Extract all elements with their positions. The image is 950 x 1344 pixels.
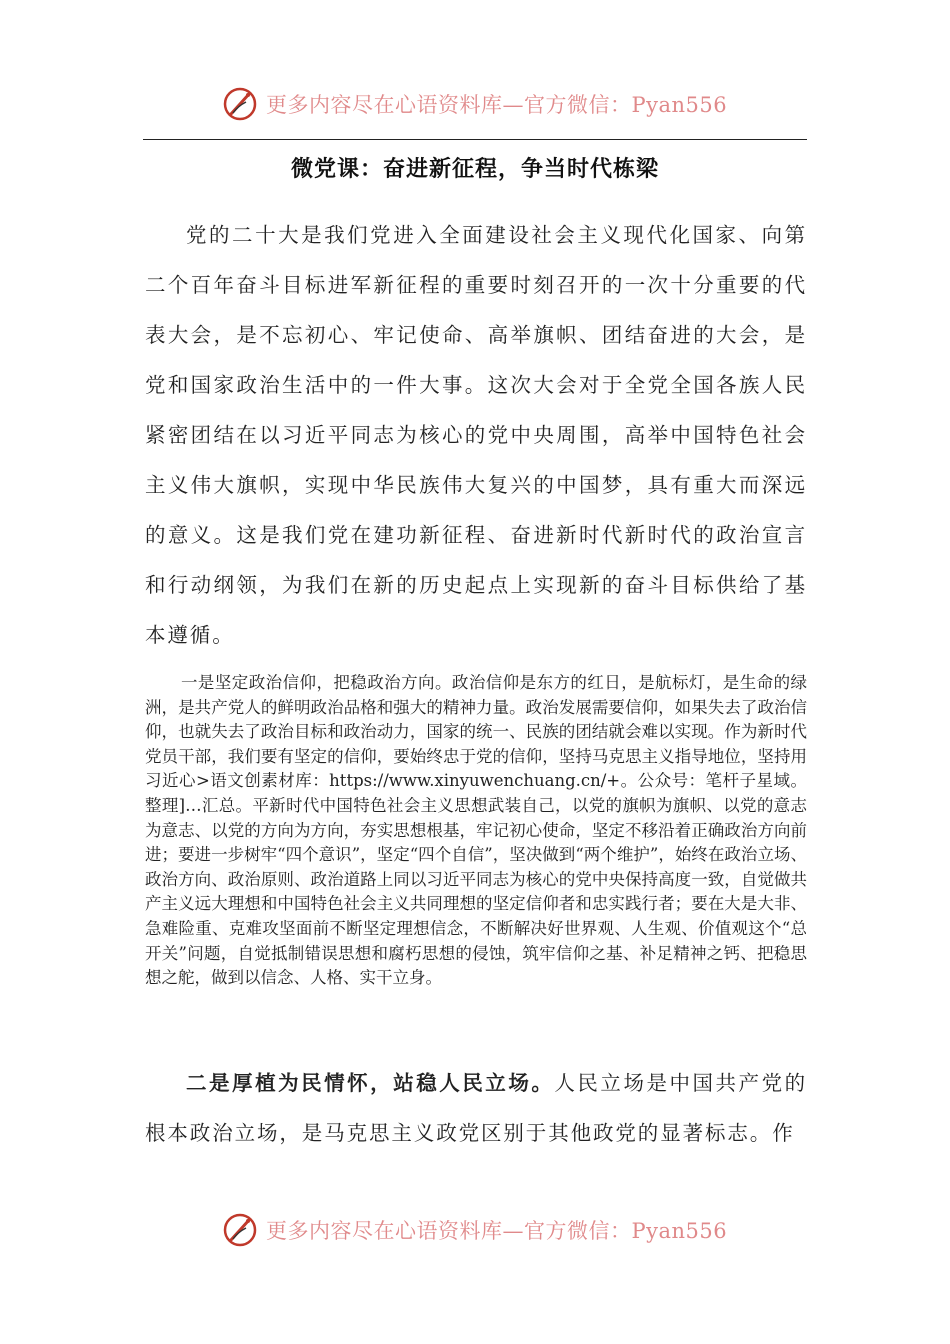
pen-circle-icon <box>222 1212 258 1248</box>
footer-banner <box>222 1210 727 1250</box>
paragraph-body: 人民立场是中国共产党的根本政治立场，是马克思主义政党区别于其他政党的显著标志。作 <box>145 1071 808 1145</box>
header-divider <box>143 139 807 140</box>
body-paragraph-1: 一是坚定政治信仰，把稳政治方向。政治信仰是东方的红日，是航标灯，是生命的绿洲，是共产党人的鲜明政治品格和强大的精神力量。政治发展需要信仰，如果失去了政治信仰，也就失去了政治目标和政治动力，国家的统一、民族的团结就会难以实现。作为新时代党员干部，我们要有坚定的信仰，要始终忠于党的信仰，坚持马克思主义指导地位，坚持用习近心>语文创素材库：https://www.xinyuwenchuang.cn/+。公众号：笔杆子星域。整理]…汇总。平新时代中国特色社会主义思想武装自己，以党的旗帜为旗帜、以党的意志为意志、以党的方向为方向，夯实思想根基，牢记初心使命，坚定不移沿着正确政治方向前进；要进一步树牢“四个意识”，坚定“四个自信”，坚决做到“两个维护”，始终在政治立场、政治方向、政治原则、政治道路上同以习近平同志为核心的党中央保持高度一致，自觉做共产主义远大理想和中国特色社会主义共同理想的坚定信仰者和忠实践行者；要在大是大非、急难险重、克难攻坚面前不断坚定理想信念，不断解决好世界观、人生观、价值观这个“总开关”问题，自觉抵制错误思想和腐朽思想的侵蚀，筑牢信仰之基、补足精神之钙、把稳思想之舵，做到以信念、人格、实干立身。 <box>145 673 807 988</box>
paragraph-heading: 二是厚植为民情怀，站稳人民立场。 <box>186 1071 555 1095</box>
body-paragraph-2 <box>145 1058 807 1158</box>
page-title: 微党课：奋进新征程，争当时代栋梁 <box>290 157 659 182</box>
banner-text: 更多内容尽在心语资料库—官方微信：Pyan556 <box>266 93 728 117</box>
header-banner <box>222 84 727 124</box>
pen-circle-icon <box>222 86 258 122</box>
banner-text: 更多内容尽在心语资料库—官方微信：Pyan556 <box>266 1219 728 1243</box>
intro-paragraph: 党的二十大是我们党进入全面建设社会主义现代化国家、向第二个百年奋斗目标进军新征程的重要时刻召开的一次十分重要的代表大会，是不忘初心、牢记使命、高举旗帜、团结奋进的大会，是党和国家政治生活中的一件大事。这次大会对于全党全国各族人民紧密团结在以习近平同志为核心的党中央周围，高举中国特色社会主义伟大旗帜，实现中华民族伟大复兴的中国梦，具有重大而深远的意义。这是我们党在建功新征程、奋进新时代新时代的政治宣言和行动纲领，为我们在新的历史起点上实现新的奋斗目标供给了基本遵循。 <box>145 223 807 647</box>
